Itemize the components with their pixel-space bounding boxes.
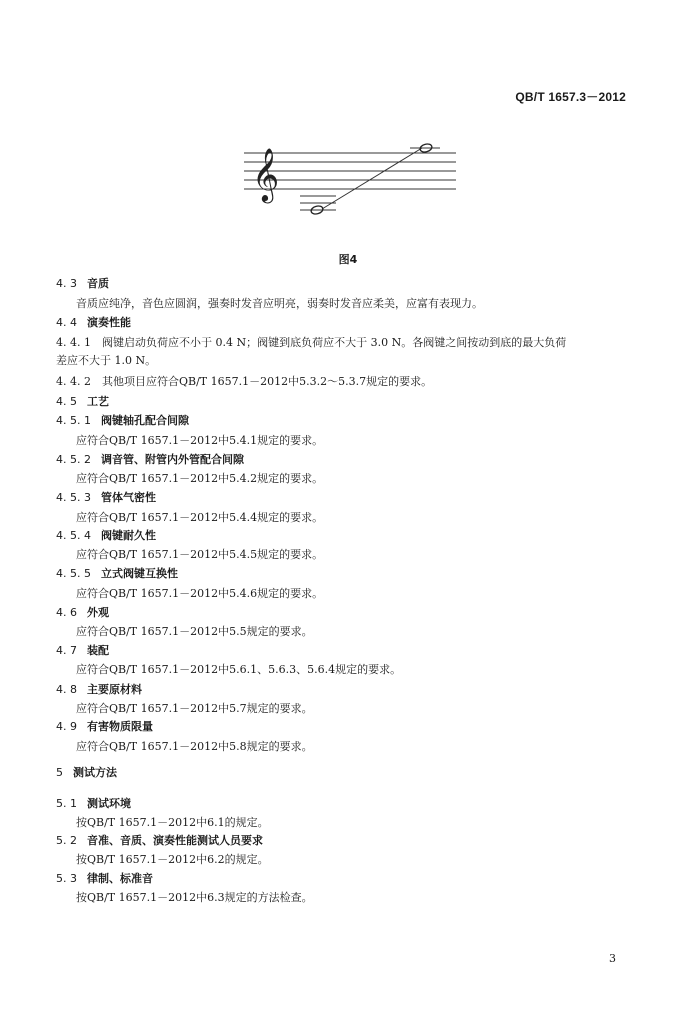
heading-4-5-2: 4. 5. 2 调音管、附管内外管配合间隙 <box>56 453 244 466</box>
heading-4-9: 4. 9 有害物质限量 <box>56 720 153 733</box>
heading-4-5-1: 4. 5. 1 阀键轴孔配合间隙 <box>56 414 189 427</box>
heading-5-1: 5. 1 测试环境 <box>56 797 131 810</box>
paragraph-4-5-5: 应符合QB/T 1657.1－2012中5.4.6规定的要求。 <box>76 587 324 600</box>
heading-4-5: 4. 5 工艺 <box>56 395 109 408</box>
glissando-line <box>322 148 422 209</box>
heading-4-5-4: 4. 5. 4 阀键耐久性 <box>56 529 156 542</box>
paragraph-5-1: 按QB/T 1657.1－2012中6.1的规定。 <box>76 816 269 829</box>
heading-4-3: 4. 3 音质 <box>56 277 109 290</box>
paragraph-4-7: 应符合QB/T 1657.1－2012中5.6.1、5.6.3、5.6.4规定的要求。 <box>76 663 402 676</box>
heading-4-6: 4. 6 外观 <box>56 606 109 619</box>
paragraph-4-4-1-line1: 4. 4. 1 阀键启动负荷应不小于 0.4 N；阀键到底负荷应不大于 3.0 N。各阀键之间按动到底的最大负荷 <box>56 336 567 349</box>
heading-4-4: 4. 4 演奏性能 <box>56 316 131 329</box>
page-number: 3 <box>609 952 616 965</box>
heading-4-5-5: 4. 5. 5 立式阀键互换性 <box>56 567 178 580</box>
figure-4-music-staff <box>240 138 460 220</box>
heading-4-8: 4. 8 主要原材料 <box>56 683 142 696</box>
heading-4-7: 4. 7 装配 <box>56 644 109 657</box>
heading-5-3: 5. 3 律制、标准音 <box>56 872 153 885</box>
treble-clef-icon <box>252 147 279 203</box>
paragraph-5-3: 按QB/T 1657.1－2012中6.3规定的方法检查。 <box>76 891 313 904</box>
paragraph-4-5-4: 应符合QB/T 1657.1－2012中5.4.5规定的要求。 <box>76 548 324 561</box>
paragraph-4-4-1-line2: 差应不大于 1.0 N。 <box>56 354 157 367</box>
heading-5-2: 5. 2 音准、音质、演奏性能测试人员要求 <box>56 834 263 847</box>
paragraph-4-3: 音质应纯净，音色应圆润，强奏时发音应明亮，弱奏时发音应柔美，应富有表现力。 <box>76 297 483 310</box>
music-staff-diagram <box>240 138 460 220</box>
svg-text:𝄞: 𝄞 <box>252 147 280 201</box>
paragraph-4-5-3: 应符合QB/T 1657.1－2012中5.4.4规定的要求。 <box>76 511 324 524</box>
ledger-lines-below <box>300 196 336 210</box>
figure-caption: 图4 <box>338 253 358 266</box>
standard-code: QB/T 1657.3－2012 <box>515 90 626 104</box>
paragraph-4-4-2: 4. 4. 2 其他项目应符合QB/T 1657.1－2012中5.3.2～5.3.7规定的要求。 <box>56 375 433 388</box>
heading-5: 5 测试方法 <box>56 766 117 779</box>
heading-4-5-3: 4. 5. 3 管体气密性 <box>56 491 156 504</box>
paragraph-5-2: 按QB/T 1657.1－2012中6.2的规定。 <box>76 853 269 866</box>
paragraph-4-5-2: 应符合QB/T 1657.1－2012中5.4.2规定的要求。 <box>76 472 324 485</box>
paragraph-4-8: 应符合QB/T 1657.1－2012中5.7规定的要求。 <box>76 702 313 715</box>
paragraph-4-9: 应符合QB/T 1657.1－2012中5.8规定的要求。 <box>76 740 313 753</box>
paragraph-4-5-1: 应符合QB/T 1657.1－2012中5.4.1规定的要求。 <box>76 434 324 447</box>
paragraph-4-6: 应符合QB/T 1657.1－2012中5.5规定的要求。 <box>76 625 313 638</box>
